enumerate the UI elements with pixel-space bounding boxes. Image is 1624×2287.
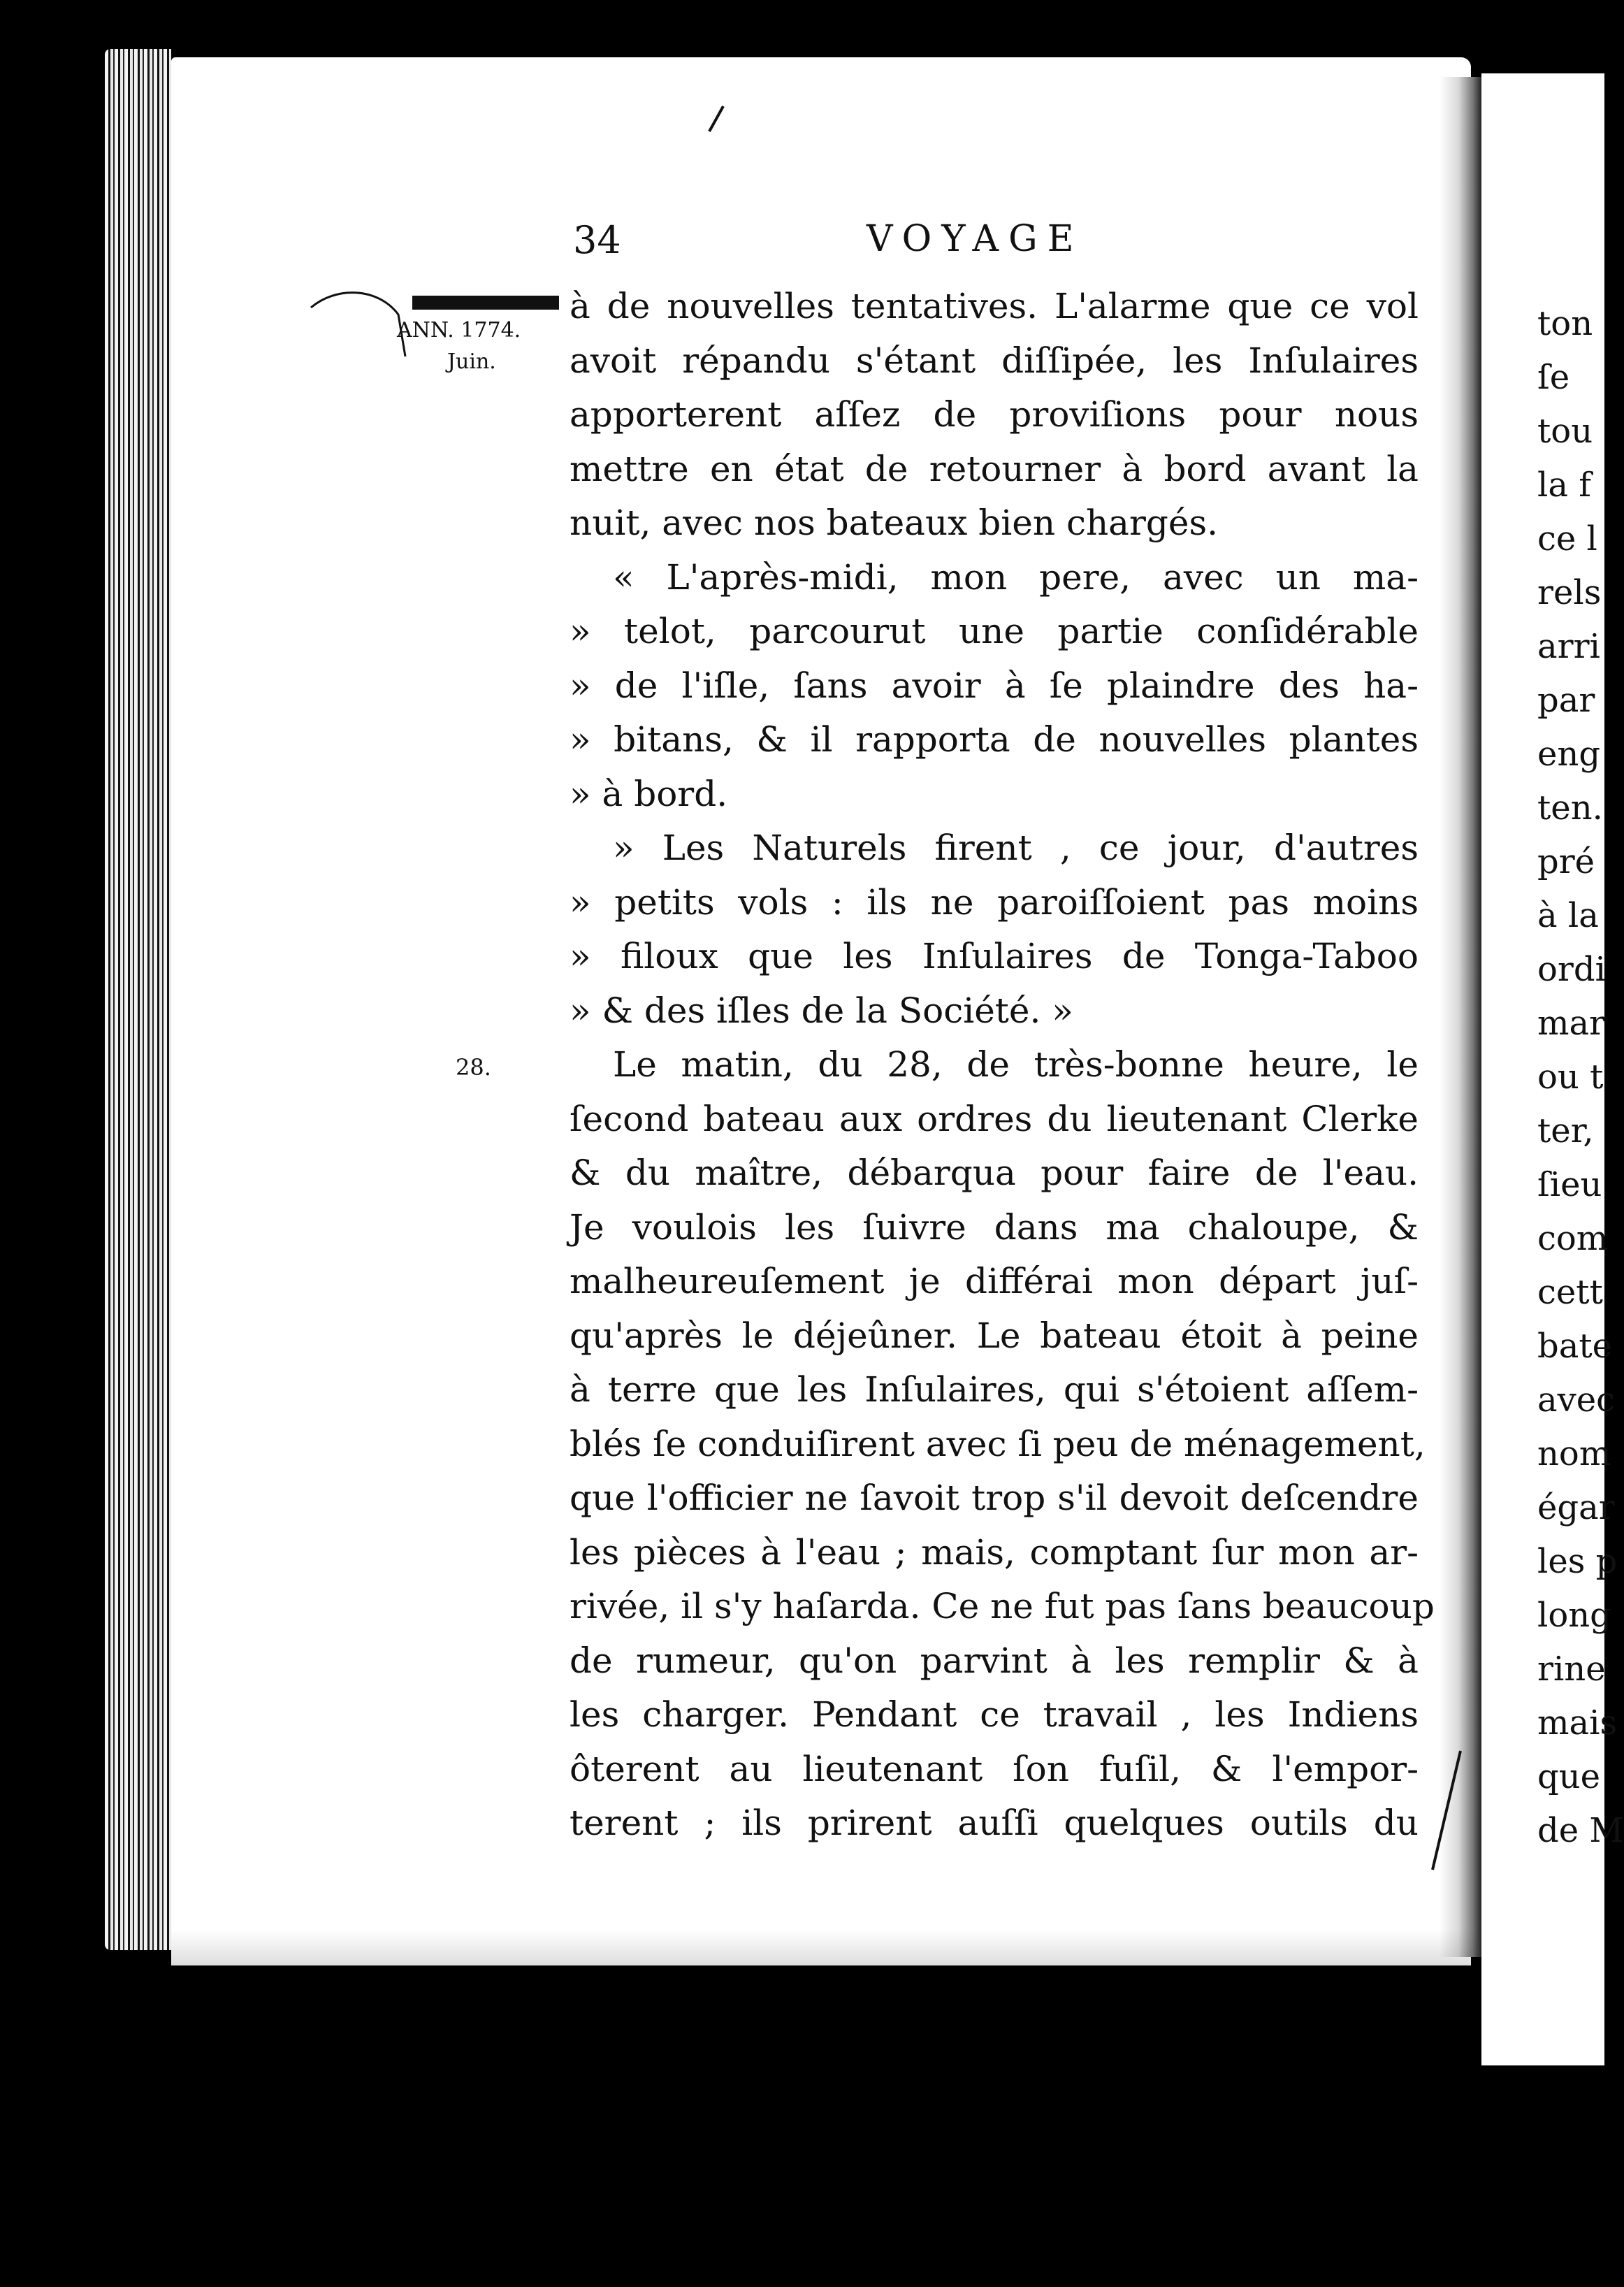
- text-line: malheureuſement je différai mon départ juſ-: [570, 1261, 1419, 1301]
- right-fragment: de M: [1537, 1811, 1624, 1850]
- right-fragment: les p: [1537, 1542, 1618, 1581]
- right-fragment: eng: [1537, 735, 1601, 774]
- text-line: « L'après-midi, mon pere, avec un ma-: [613, 556, 1419, 598]
- right-fragment: à la: [1537, 896, 1599, 935]
- text-line: nuit, avec nos bateaux bien chargés.: [570, 503, 1219, 543]
- right-fragment: ton: [1537, 304, 1593, 343]
- right-fragment: égar: [1537, 1488, 1615, 1527]
- right-fragment: ten.: [1537, 788, 1603, 828]
- margin-date-note: 28.: [456, 1054, 491, 1081]
- right-fragment: nom: [1537, 1434, 1611, 1473]
- ink-speck-mark: [706, 105, 727, 133]
- text-line: à de nouvelles tentatives. L'alarme que ce vol: [570, 286, 1419, 326]
- text-line: Je voulois les ſuivre dans ma chaloupe, &: [570, 1206, 1419, 1248]
- text-line: de rumeur, qu'on parvint à les remplir & à: [570, 1640, 1419, 1681]
- text-line: blés ſe conduiſirent avec ſi peu de ménagement,: [570, 1423, 1426, 1464]
- right-fragment: mar: [1537, 1004, 1606, 1043]
- text-line: rivée, il s'y haſarda. Ce ne fut pas ſans beaucoup: [570, 1586, 1435, 1626]
- text-line: & du maître, débarqua pour faire de l'eau.: [570, 1153, 1419, 1193]
- right-fragment: bate: [1537, 1327, 1613, 1366]
- text-line: avoit répandu s'étant diſſipée, les Inſulaires: [570, 340, 1419, 381]
- pen-stroke-mark: [1426, 1747, 1467, 1873]
- page-gutter-shadow: [1440, 77, 1481, 1957]
- page-bottom-shadow: [171, 1929, 1478, 1971]
- running-title: VOYAGE: [867, 218, 1084, 260]
- right-fragment: ſe: [1537, 358, 1570, 397]
- margin-rule: [412, 294, 559, 305]
- text-line: à terre que les Inſulaires, qui s'étoient aſſem-: [570, 1369, 1419, 1410]
- right-fragment: arri: [1537, 627, 1600, 666]
- right-fragment: que: [1537, 1757, 1601, 1796]
- right-fragment: ter,: [1537, 1111, 1594, 1150]
- right-fragment: pré: [1537, 842, 1595, 881]
- body-text: [570, 280, 1435, 1851]
- right-fragment: ordi: [1537, 950, 1606, 989]
- text-line: » & des iſles de la Société. »: [570, 990, 1073, 1031]
- right-fragment: mais: [1537, 1703, 1618, 1743]
- right-fragment: com: [1537, 1219, 1609, 1258]
- page-edge-stack: [105, 49, 171, 1950]
- right-fragment: la f: [1537, 466, 1591, 505]
- right-fragment: avec: [1537, 1380, 1616, 1420]
- text-line: ôterent au lieutenant ſon fuſil, & l'empor-: [570, 1748, 1419, 1789]
- right-fragment: rels: [1537, 573, 1602, 612]
- text-line: » petits vols : ils ne paroiſſoient pas moins: [570, 881, 1419, 923]
- right-fragment: ſieu: [1537, 1165, 1602, 1204]
- right-fragment: par: [1537, 681, 1595, 720]
- text-line: » de l'iſle, ſans avoir à ſe plaindre des ha-: [570, 665, 1419, 706]
- text-line: mettre en état de retourner à bord avant la: [570, 448, 1419, 489]
- right-fragment: tou: [1537, 412, 1593, 451]
- margin-month-note: Juin.: [447, 349, 496, 374]
- text-line: ſecond bateau aux ordres du lieutenant Clerke: [570, 1098, 1419, 1139]
- right-fragment: cett: [1537, 1273, 1603, 1312]
- text-line: » filoux que les Inſulaires de Tonga-Taboo: [570, 936, 1419, 976]
- right-page-text: [1537, 297, 1624, 1858]
- text-line: apporterent aſſez de proviſions pour nous: [570, 394, 1419, 435]
- text-line: » Les Naturels firent , ce jour, d'autres: [613, 828, 1419, 868]
- right-fragment: long: [1537, 1596, 1611, 1635]
- margin-bracket-mark: [307, 280, 412, 370]
- text-line: les pièces à l'eau ; mais, comptant ſur mon ar-: [570, 1531, 1419, 1573]
- text-line: que l'officier ne ſavoit trop s'il devoit deſcendre: [570, 1478, 1419, 1518]
- margin-year-note: ANN. 1774.: [397, 318, 521, 342]
- text-line: » telot, parcourut une partie conſidérable: [570, 611, 1419, 651]
- text-line: » bitans, & il rapporta de nouvelles plantes: [570, 719, 1419, 760]
- text-line: qu'après le déjeûner. Le bateau étoit à peine: [570, 1315, 1419, 1356]
- right-fragment: rine: [1537, 1650, 1606, 1689]
- text-line: terent ; ils prirent auſſi quelques outils du: [570, 1803, 1419, 1843]
- right-fragment: ce l: [1537, 519, 1597, 558]
- page-header: [573, 218, 1426, 274]
- text-line: » à bord.: [570, 773, 728, 814]
- text-line: les charger. Pendant ce travail , les Indiens: [570, 1694, 1419, 1735]
- page-number: 34: [573, 218, 621, 262]
- right-fragment: ou t: [1537, 1058, 1604, 1097]
- text-line: Le matin, du 28, de très-bonne heure, le: [613, 1044, 1419, 1085]
